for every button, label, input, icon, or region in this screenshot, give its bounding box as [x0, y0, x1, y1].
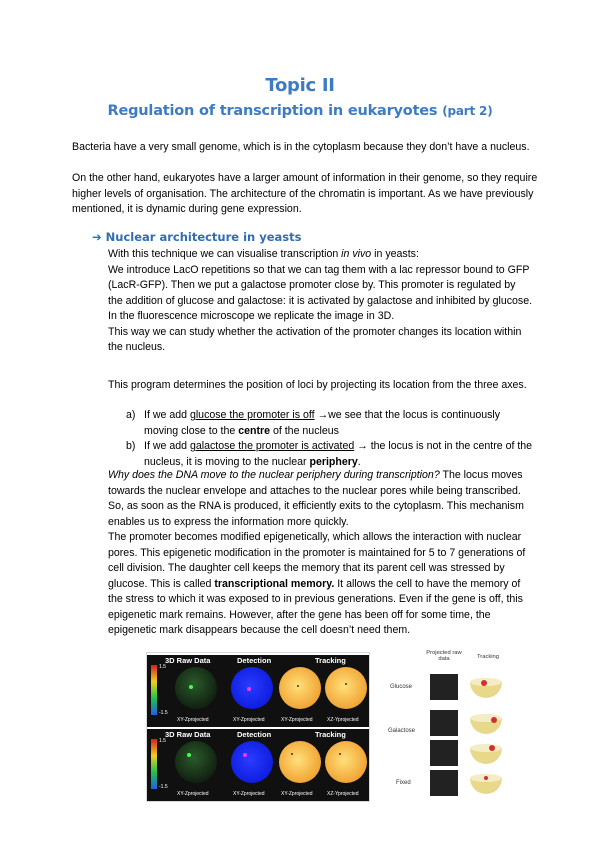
tracking-nucleus-xy: [279, 667, 321, 709]
list-marker: b): [126, 440, 136, 452]
section-heading-text: Nuclear architecture in yeasts: [105, 230, 302, 244]
projected-tile: [430, 770, 458, 796]
scale-top: 1.5: [159, 738, 166, 744]
caption: XY-Zprojected: [233, 717, 265, 723]
page-title: Topic II: [265, 75, 335, 96]
list-text: of the nucleus: [270, 424, 339, 437]
header-tracking-b: Tracking: [476, 654, 499, 660]
list-text: →we see that the locus is continuously moving close to the: [144, 409, 501, 437]
memory-bold: transcriptional memory.: [214, 577, 335, 590]
tracking-nucleus-xz: [325, 667, 367, 709]
caption: XY-Zprojected: [177, 717, 209, 723]
tracking-nucleus-xz: [325, 741, 367, 783]
header-raw: 3D Raw Data: [165, 730, 211, 739]
arrow-icon: ➔: [92, 230, 102, 244]
page-subtitle: [0, 103, 600, 119]
scale-bottom: -1.5: [159, 784, 168, 790]
header-tracking: Tracking: [315, 730, 346, 739]
list-bold: centre: [238, 424, 271, 437]
list-item: [126, 439, 536, 470]
tracking-bowl: [468, 740, 504, 766]
memory-pre: The promoter becomes modified epigenetically, which allows the interaction with nuclear pores. This epigenetic modification in the promoter is maintained for 5 to 7 generations of cell division. The daughter cell keeps the memory that its parent cell was stressed by glucose. This is called: [108, 531, 526, 590]
technique-pre: With this technique we can visualise transcription: [108, 248, 342, 260]
scale-top: 1.5: [159, 664, 166, 670]
header-tracking: Tracking: [315, 656, 346, 665]
list-marker: a): [126, 409, 136, 421]
header-detection: Detection: [237, 656, 272, 665]
tracking-figure: [386, 650, 510, 800]
tracking-bowl: [468, 710, 504, 736]
technique-line: [108, 247, 533, 263]
caption: XZ-Yprojected: [327, 717, 359, 723]
microscope-line: In the fluorescence microscope we replicate the image in 3D.: [108, 310, 395, 322]
raw-nucleus: [175, 741, 217, 783]
laco-paragraph: We introduce LacO repetitions so that we can tag them with a lac repressor bound to GFP (LacR-GFP). Then we put a galactose promoter close by. This promoter is regulated by the addition of glucose and galactose: it is activated by galactose and inhibited by glucose.: [108, 263, 533, 307]
list-underline: galactose the promoter is activated: [189, 440, 355, 452]
tracking-bowl: [468, 674, 504, 700]
in-vivo-italic: in vivo: [341, 248, 372, 260]
detection-nucleus: [231, 667, 273, 709]
activation-line: This way we can study whether the activation of the promoter changes its location within the nucleus.: [108, 325, 522, 353]
header-detection: Detection: [237, 730, 272, 739]
intro-paragraph-2: On the other hand, eukaryotes have a larger amount of information in their genome, so they require higher levels of organisation. The architecture of the chromatin is important. As we have previously mentioned, it is dynamic during gene expression.: [72, 172, 538, 215]
row-label-fixed: Fixed: [396, 780, 411, 786]
detection-nucleus: [231, 741, 273, 783]
header-raw: 3D Raw Data: [165, 656, 211, 665]
tracking-nucleus-xy: [279, 741, 321, 783]
projected-tile: [430, 740, 458, 766]
list-text: If we add: [144, 409, 190, 421]
program-paragraph: This program determines the position of loci by projecting its location from the three axes.: [108, 379, 527, 391]
microscopy-panel-top: [147, 655, 369, 727]
raw-nucleus: [175, 667, 217, 709]
microscopy-panel-bottom: [147, 729, 369, 801]
colour-scale-bar: [151, 665, 157, 715]
subtitle-main: Regulation of transcription in eukaryotes: [107, 103, 438, 119]
colour-scale-bar: [151, 739, 157, 789]
answer-text: The locus moves towards the nuclear envelope and attaches to the nuclear pores while being transcribed. So, as soon as the RNA is produced, it efficiently exits to the cytoplasm. This mechanism enables us to express the information more quickly.: [108, 469, 524, 528]
list-bold: periphery: [309, 455, 358, 468]
microscopy-figure: [146, 652, 370, 802]
list-text: .: [357, 455, 361, 468]
technique-post: in yeasts:: [371, 248, 419, 260]
list-text: If we add: [144, 440, 190, 452]
projected-tile: [430, 710, 458, 736]
section-body-1: [108, 247, 533, 356]
subtitle-part: (part 2): [442, 104, 493, 118]
section-heading: [92, 230, 301, 244]
list-item: [126, 408, 536, 439]
row-label-galactose: Galactose: [388, 728, 416, 734]
list-underline: glucose the promoter is off: [189, 409, 315, 421]
scale-bottom: -1.5: [159, 710, 168, 716]
question-italic: Why does the DNA move to the nuclear periphery during transcription?: [108, 469, 440, 481]
caption: XY-Zprojected: [233, 791, 265, 797]
tracking-bowl: [468, 770, 504, 796]
memory-post: It allows the cell to have the memory of the stress to which it was exposed to in previous generations. Even if the gene is off, this epigenetic mark remains. However, after the gene has been off for some time, the epigenetic mark disappears because the cell doesn’t need them.: [108, 577, 523, 636]
caption: XY-Zprojected: [177, 791, 209, 797]
projected-tile: [430, 674, 458, 700]
memory-paragraph: [108, 530, 533, 639]
caption: XY-Zprojected: [281, 791, 313, 797]
header-projected: Projected raw data: [426, 650, 462, 662]
question-paragraph: [108, 468, 533, 530]
row-label-glucose: Glucose: [390, 684, 413, 690]
caption: XY-Zprojected: [281, 717, 313, 723]
caption: XZ-Yprojected: [327, 791, 359, 797]
intro-paragraph-1: Bacteria have a very small genome, which is in the cytoplasm because they don’t have a nucleus.: [72, 141, 530, 153]
list-text: → the locus is not in the centre of the nucleus, it is moving to the nuclear: [144, 440, 533, 468]
